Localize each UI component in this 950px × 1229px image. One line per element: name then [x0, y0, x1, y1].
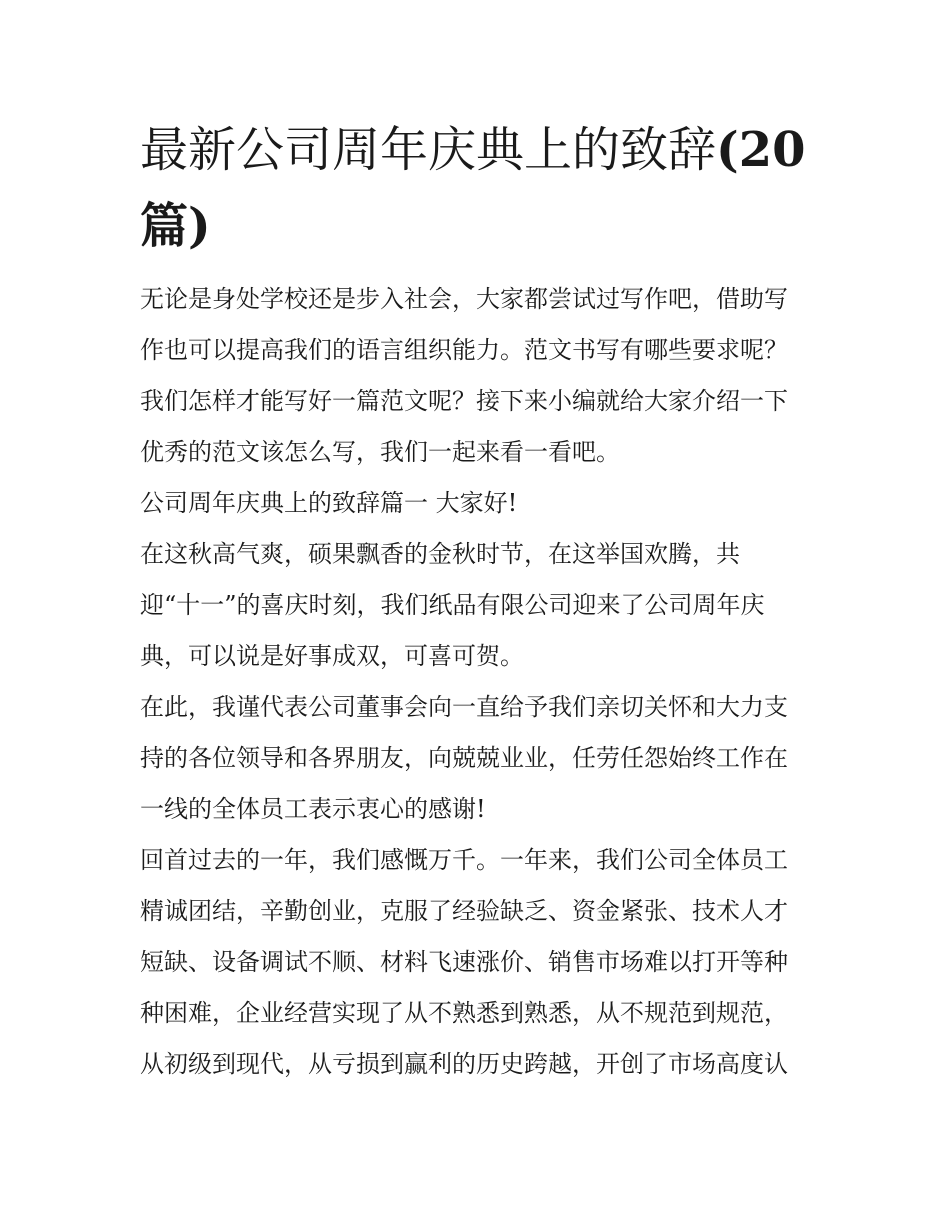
text-line: 一线的全体员工表示衷心的感谢! — [140, 795, 486, 823]
text-line: 优秀的范文该怎么写，我们一起来看一看吧。 — [140, 438, 620, 466]
text-line: 迎“十一”的喜庆时刻，我们纸品有限公司迎来了公司周年庆 — [140, 591, 765, 619]
text-line: 在这秋高气爽，硕果飘香的金秋时节，在这举国欢腾，共 — [140, 540, 740, 568]
text-line: 我们怎样才能写好一篇范文呢？接下来小编就给大家介绍一下 — [140, 387, 788, 415]
text-line: 回首过去的一年，我们感慨万千。一年来，我们公司全体员工 — [140, 846, 788, 874]
text-line: 作也可以提高我们的语言组织能力。范文书写有哪些要求呢？ — [140, 336, 788, 364]
title-suffix: (20篇) — [140, 122, 806, 254]
text-line: 典，可以说是好事成双，可喜可贺。 — [140, 642, 524, 670]
text-line: 无论是身处学校还是步入社会，大家都尝试过写作吧，借助写 — [140, 285, 788, 313]
section-heading-paragraph — [140, 478, 812, 529]
text-line: 从初级到现代，从亏损到赢利的历史跨越，开创了市场高度认 — [140, 1050, 788, 1078]
document-page — [140, 112, 812, 1090]
text-line: 在此，我谨代表公司董事会向一直给予我们亲切关怀和大力支 — [140, 693, 788, 721]
title-main: 最新公司周年庆典上的致辞 — [140, 122, 717, 178]
text-line: 短缺、设备调试不顺、材料飞速涨价、销售市场难以打开等种 — [140, 948, 788, 976]
document-body — [140, 274, 812, 1090]
text-line: 种困难，企业经营实现了从不熟悉到熟悉，从不规范到规范， — [140, 999, 788, 1027]
review-paragraph — [140, 835, 812, 1090]
text-line: 公司周年庆典上的致辞篇一 大家好! — [140, 489, 518, 517]
text-line: 精诚团结，辛勤创业，克服了经验缺乏、资金紧张、技术人才 — [140, 897, 788, 925]
greeting-paragraph — [140, 529, 812, 682]
document-title — [140, 112, 812, 264]
thanks-paragraph — [140, 682, 812, 835]
intro-paragraph — [140, 274, 812, 478]
text-line: 持的各位领导和各界朋友，向兢兢业业，任劳任怨始终工作在 — [140, 744, 788, 772]
